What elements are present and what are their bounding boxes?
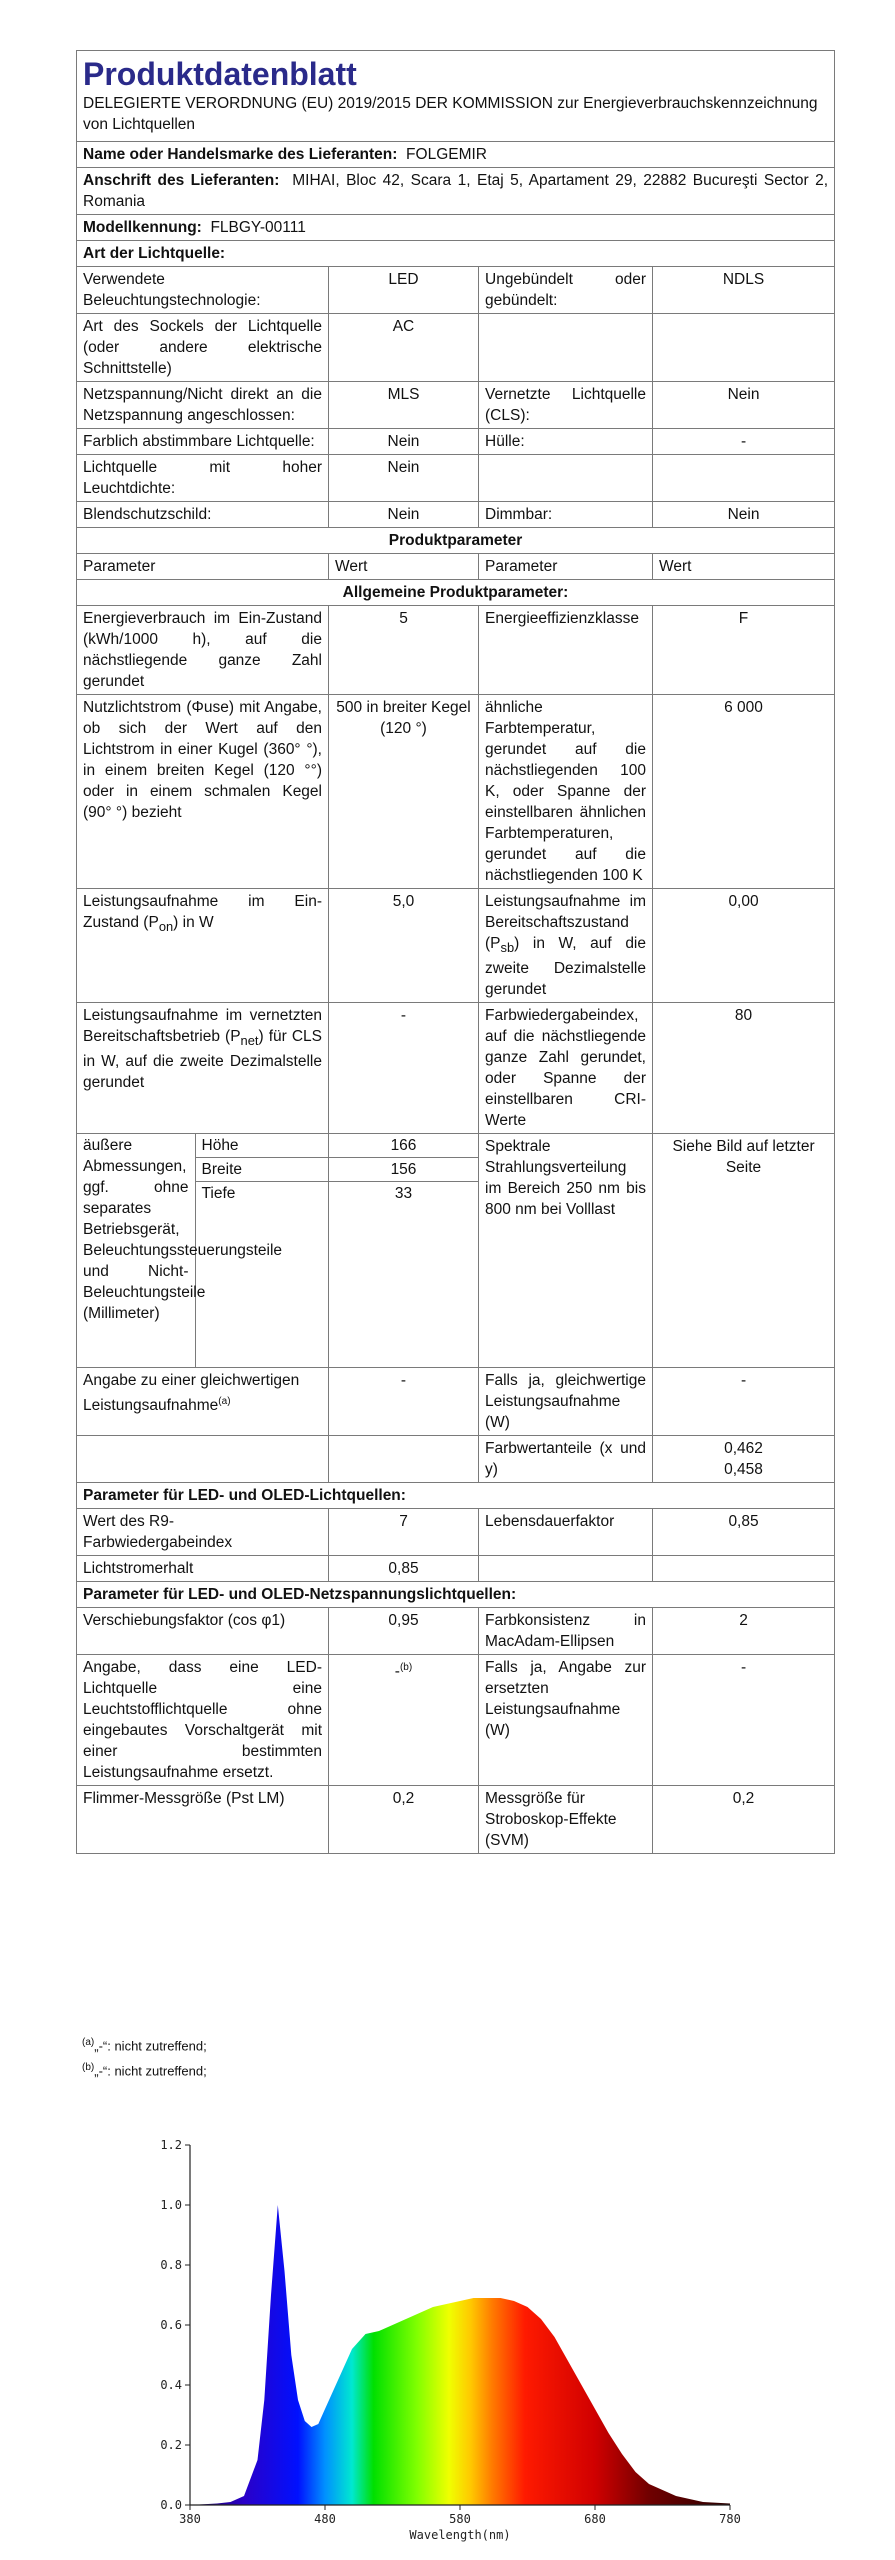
- column-header: Wert: [329, 554, 479, 580]
- cell: 0,85: [329, 1556, 479, 1582]
- table-row: [77, 1436, 835, 1483]
- dimensions-table: [77, 1134, 328, 1367]
- cell: 0,2: [329, 1786, 479, 1854]
- dimension-value: 33: [394, 1185, 413, 1203]
- dimension-name: Breite: [195, 1158, 328, 1182]
- cell: Nein: [329, 429, 479, 455]
- cell: Farbwiedergabeindex, auf die nächstliegende ganze Zahl gerundet, oder Spanne der einstellbaren CRI-Werte: [479, 1003, 653, 1134]
- cell: -$^{(b)}$: [329, 1655, 479, 1786]
- cell: Spektrale Strahlungsverteilung im Bereich 250 nm bis 800 nm bei Volllast: [479, 1134, 653, 1368]
- x-tick-label: 780: [719, 2512, 741, 2526]
- y-tick-label: 0.2: [160, 2438, 182, 2452]
- led-params-heading: Parameter für LED- und OLED-Lichtquellen:: [77, 1483, 835, 1509]
- header-row: [77, 51, 835, 142]
- product-data-sheet: [76, 50, 834, 1854]
- footnote-a: $^{(a)}$„-“: nicht zutreffend;: [82, 2037, 207, 2054]
- cell: Siehe Bild auf letzter Seite: [653, 1134, 835, 1368]
- cell: -: [653, 429, 835, 455]
- mains-heading-row: [77, 1582, 835, 1608]
- supplier-address-value: MIHAI, Bloc 42, Scara 1, Etaj 5, Apartament 29, 22882 Bucureşti Sector 2, Romania: [83, 172, 829, 210]
- cell: LED: [329, 267, 479, 314]
- table-row: [77, 1368, 835, 1436]
- cell: Lichtstromerhalt: [77, 1556, 329, 1582]
- cell: Nein: [653, 502, 835, 528]
- light-type-heading-row: [77, 241, 835, 267]
- general-params-heading: Allgemeine Produktparameter:: [77, 580, 835, 606]
- cell: 0,95: [329, 1608, 479, 1655]
- product-params-heading: Produktparameter: [77, 528, 835, 554]
- cell: Farbwertanteile (x und y): [479, 1436, 653, 1483]
- general-params-heading-row: [77, 580, 835, 606]
- table-row: [77, 1003, 835, 1134]
- cell: MLS: [329, 382, 479, 429]
- cell: [653, 314, 835, 382]
- cell: Verwendete Beleuchtungstechnologie:: [77, 267, 329, 314]
- model-value: FLBGY-00111: [210, 219, 306, 236]
- cell: Energieverbrauch im Ein-Zustand (kWh/1000 h), auf die nächstliegende ganze Zahl gerundet: [77, 606, 329, 695]
- dimension-value: 156: [329, 1158, 478, 1182]
- cell: [653, 1556, 835, 1582]
- cell: Falls ja, gleichwertige Leistungsaufnahme (W): [479, 1368, 653, 1436]
- table-row: [77, 455, 835, 502]
- cell: Nein: [329, 455, 479, 502]
- cell: [479, 1556, 653, 1582]
- dimensions-values-table: [329, 1134, 478, 1205]
- dimension-value: 166: [329, 1134, 478, 1158]
- column-header-row: [77, 554, 835, 580]
- dimensions-row: [77, 1134, 835, 1368]
- cell: -: [653, 1655, 835, 1786]
- cell: [653, 455, 835, 502]
- table-row: [77, 606, 835, 695]
- table-row: [77, 695, 835, 889]
- column-header: Parameter: [479, 554, 653, 580]
- table-row: [77, 429, 835, 455]
- x-tick-label: 480: [314, 2512, 336, 2526]
- cell: -: [329, 1368, 479, 1436]
- dimensions-values-cell: [329, 1134, 479, 1368]
- x-tick-label: 580: [449, 2512, 471, 2526]
- cell: Flimmer-Messgröße (Pst LM): [77, 1786, 329, 1854]
- cell: Art des Sockels der Lichtquelle (oder andere elektrische Schnittstelle): [77, 314, 329, 382]
- cell: 6 000: [653, 695, 835, 889]
- footnotes: [82, 2032, 207, 2083]
- dimensions-label: äußere Abmessungen, ggf. ohne separates Betriebsgerät, Beleuchtungssteuerungsteile und Nicht-Beleuchtungsteile (Millimeter): [77, 1134, 195, 1367]
- spectral-distribution-chart: [130, 2125, 780, 2545]
- x-tick-label: 380: [179, 2512, 201, 2526]
- cell: 500 in breiter Kegel (120 °): [329, 695, 479, 889]
- cell: Lichtquelle mit hoher Leuchtdichte:: [77, 455, 329, 502]
- supplier-name-label: Name oder Handelsmarke des Lieferanten:: [83, 146, 398, 163]
- cell: Angabe zu einer gleichwertigen Leistungsaufnahme$^{(a)}$: [77, 1368, 329, 1436]
- footnote-b: $^{(b)}$„-“: nicht zutreffend;: [82, 2062, 207, 2079]
- y-tick-label: 1.0: [160, 2198, 182, 2212]
- cell: 0,85: [653, 1509, 835, 1556]
- cell: Leistungsaufnahme im Bereitschaftszustand $(P_{sb})$ in W, auf die zweite Dezimalstelle gerundet: [479, 889, 653, 1003]
- cell: [653, 1436, 835, 1483]
- cell: Energieeffizienzklasse: [479, 606, 653, 695]
- led-heading-row: [77, 1483, 835, 1509]
- x-tick-label: 680: [584, 2512, 606, 2526]
- table-row: [77, 889, 835, 1003]
- y-tick-label: 0.6: [160, 2318, 182, 2332]
- cell: Blendschutzschild:: [77, 502, 329, 528]
- table-row: [77, 1608, 835, 1655]
- supplier-name-value: FOLGEMIR: [406, 146, 487, 163]
- table-row: [77, 1509, 835, 1556]
- cell: -: [329, 1003, 479, 1134]
- table-row: [77, 1556, 835, 1582]
- cell: 5: [329, 606, 479, 695]
- column-header: Parameter: [77, 554, 329, 580]
- table-row: [77, 502, 835, 528]
- chromaticity-y: 0,458: [724, 1461, 763, 1479]
- mains-params-heading: Parameter für LED- und OLED-Netzspannungslichtquellen:: [77, 1582, 835, 1608]
- cell: Dimmbar:: [479, 502, 653, 528]
- cell: 0,2: [653, 1786, 835, 1854]
- cell: ähnliche Farbtemperatur, gerundet auf die nächstliegenden 100 K, oder Spanne der einstellbaren ähnlichen Farbtemperaturen, gerundet auf die nächstliegenden 100 K: [479, 695, 653, 889]
- product-params-heading-row: [77, 528, 835, 554]
- column-header: Wert: [653, 554, 835, 580]
- cell: Lebensdauerfaktor: [479, 1509, 653, 1556]
- y-tick-label: 0.8: [160, 2258, 182, 2272]
- page-title: Produktdatenblatt: [83, 56, 357, 92]
- dimension-name: Tiefe: [195, 1182, 328, 1206]
- cell: Farblich abstimmbare Lichtquelle:: [77, 429, 329, 455]
- cell: [479, 455, 653, 502]
- y-tick-label: 0.4: [160, 2378, 182, 2392]
- cell: Hülle:: [479, 429, 653, 455]
- table-row: [77, 267, 835, 314]
- cell: AC: [329, 314, 479, 382]
- y-tick-label: 0.0: [160, 2498, 182, 2512]
- model-label: Modellkennung:: [83, 219, 202, 236]
- table-row: [77, 1786, 835, 1854]
- spectrum-area: [190, 2205, 730, 2505]
- table-row: [77, 1655, 835, 1786]
- y-tick-label: 1.2: [160, 2138, 182, 2152]
- cell: Falls ja, Angabe zur ersetzten Leistungsaufnahme (W): [479, 1655, 653, 1786]
- table-row: [77, 382, 835, 429]
- cell: NDLS: [653, 267, 835, 314]
- cell: Nutzlichtstrom (Φuse) mit Angabe, ob sich der Wert auf den Lichtstrom in einer Kugel (360° °), in einem breiten Kegel (120 °°) oder in einem schmalen Kegel (90° °) bezieht: [77, 695, 329, 889]
- regulation-subtitle: DELEGIERTE VERORDNUNG (EU) 2019/2015 DER KOMMISSION zur Energieverbrauchskennzeichnung von Lichtquellen: [83, 95, 818, 133]
- supplier-address-label: Anschrift des Lieferanten:: [83, 172, 280, 189]
- cell: Leistungsaufnahme im vernetzten Bereitschaftsbetrieb $(P_{net})$ für CLS in W, auf die zweite Dezimalstelle gerundet: [77, 1003, 329, 1134]
- cell: Leistungsaufnahme im Ein-Zustand $(P_{on})$ in W: [77, 889, 329, 1003]
- light-type-heading: Art der Lichtquelle:: [77, 241, 835, 267]
- supplier-address-row: [77, 168, 835, 215]
- cell: Wert des R9-Farbwiedergabeindex: [77, 1509, 329, 1556]
- cell: Ungebündelt oder gebündelt:: [479, 267, 653, 314]
- dimension-name: Höhe: [195, 1134, 328, 1158]
- cell: 80: [653, 1003, 835, 1134]
- cell: [77, 1436, 329, 1483]
- cell: Verschiebungsfaktor (cos φ1): [77, 1608, 329, 1655]
- supplier-name-row: [77, 142, 835, 168]
- cell: Vernetzte Lichtquelle (CLS):: [479, 382, 653, 429]
- cell: 7: [329, 1509, 479, 1556]
- cell: Farbkonsistenz in MacAdam-Ellipsen: [479, 1608, 653, 1655]
- cell: -: [653, 1368, 835, 1436]
- table-row: [77, 314, 835, 382]
- chromaticity-x: 0,462: [724, 1440, 763, 1458]
- cell: Netzspannung/Nicht direkt an die Netzspannung angeschlossen:: [77, 382, 329, 429]
- cell: 0,00: [653, 889, 835, 1003]
- cell: Messgröße für Stroboskop-Effekte (SVM): [479, 1786, 653, 1854]
- cell: [479, 314, 653, 382]
- cell: Nein: [653, 382, 835, 429]
- cell: Angabe, dass eine LED-Lichtquelle eine Leuchtstofflichtquelle ohne eingebautes Vorschaltgerät mit einer bestimmten Leistungsaufnahme ersetzt.: [77, 1655, 329, 1786]
- cell: 5,0: [329, 889, 479, 1003]
- dimensions-cell: [77, 1134, 329, 1368]
- cell: 2: [653, 1608, 835, 1655]
- x-axis-label: Wavelength(nm): [409, 2528, 511, 2542]
- cell: Nein: [329, 502, 479, 528]
- data-sheet-table: [76, 50, 835, 1854]
- cell: F: [653, 606, 835, 695]
- cell: [329, 1436, 479, 1483]
- model-row: [77, 215, 835, 241]
